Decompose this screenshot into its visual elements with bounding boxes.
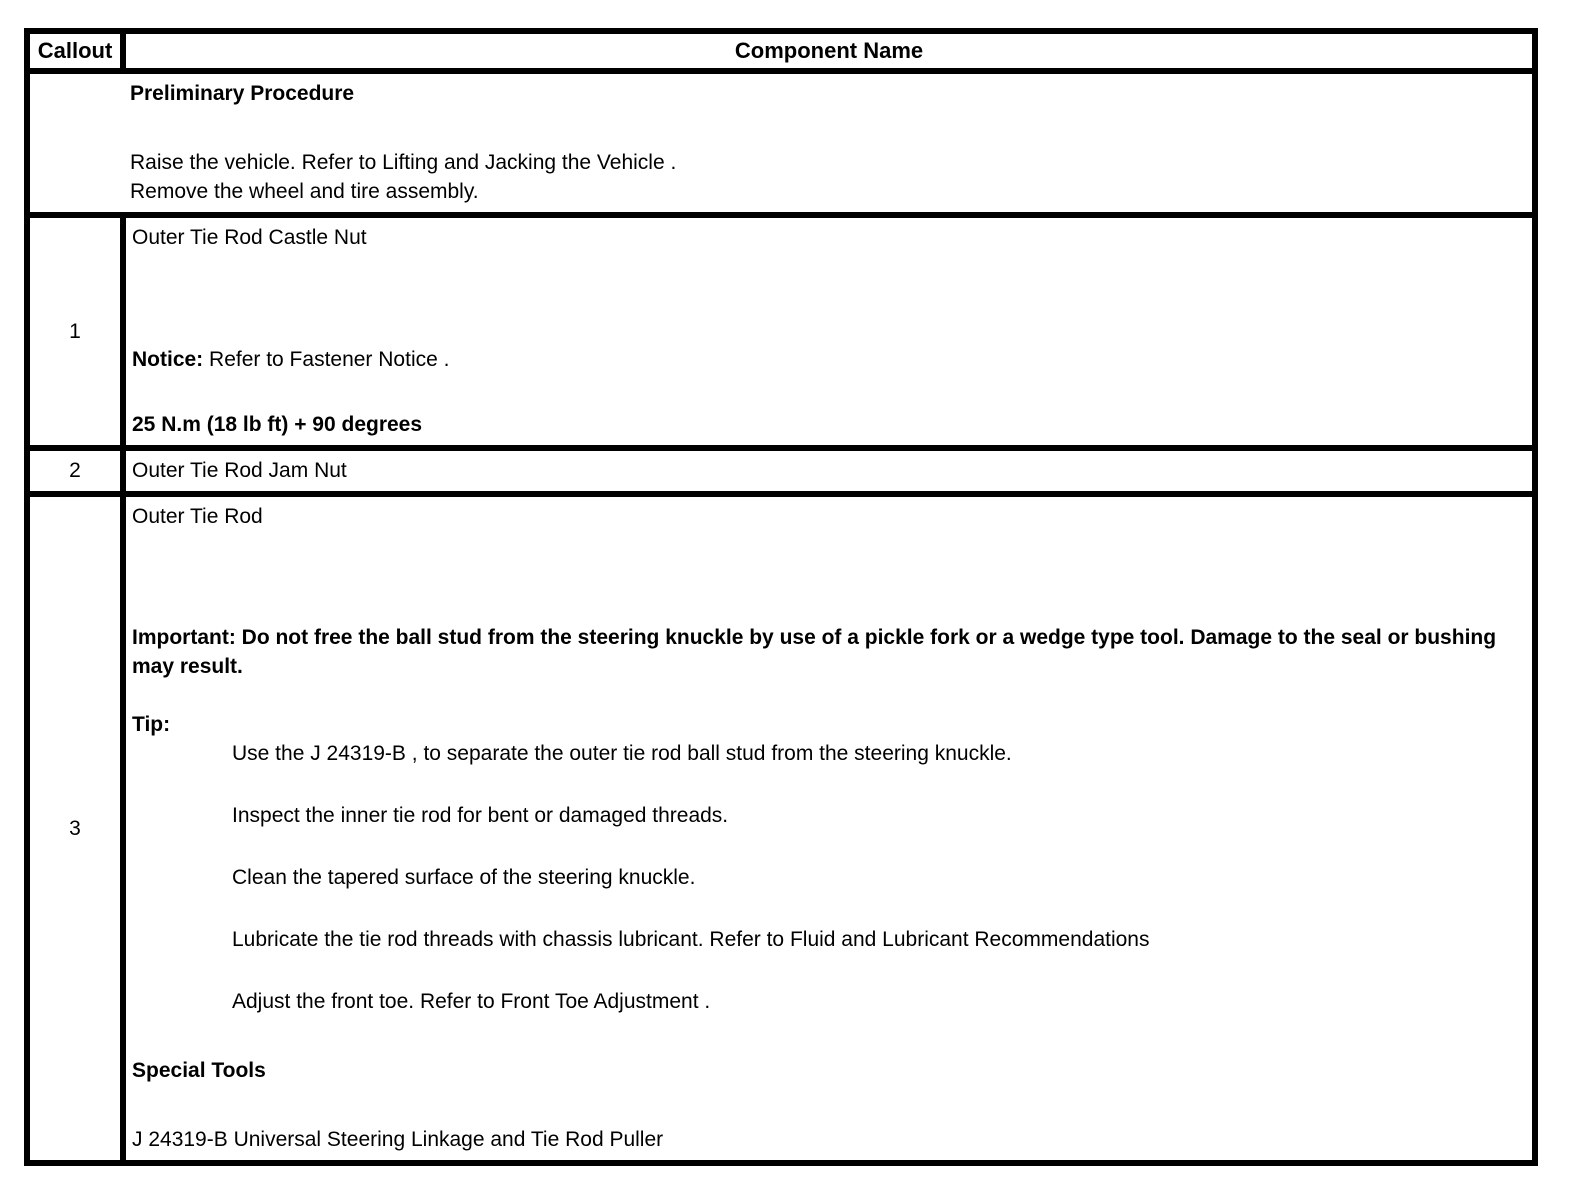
regular-text: Refer to Fastener Notice .: [203, 348, 450, 371]
bold-text: Important: Do not free the ball stud from the steering knuckle by use of a pickle fork or a wedge type tool. Damage to the seal or bushing may result.: [132, 626, 1502, 678]
callout-number: 1: [27, 215, 123, 448]
component-description-cell: [123, 448, 1535, 494]
regular-text: Inspect the inner tie rod for bent or damaged threads.: [232, 804, 729, 827]
table-row-callout-2: [27, 448, 1535, 494]
regular-text: Use the J 24319-B , to separate the outer tie rod ball stud from the steering knuckle.: [232, 742, 1012, 765]
regular-text: Clean the tapered surface of the steering knuckle.: [232, 866, 696, 889]
bold-text: Special Tools: [132, 1059, 266, 1082]
component-name-column-header: Component Name: [123, 31, 1535, 71]
bold-text: Notice:: [132, 348, 204, 371]
special-tool-item-line: [132, 1125, 1526, 1154]
callout-column-header: Callout: [27, 31, 123, 71]
regular-text: Outer Tie Rod Castle Nut: [132, 226, 367, 249]
tip-label-line: [132, 710, 1526, 739]
bold-text: 25 N.m (18 lb ft) + 90 degrees: [132, 413, 423, 436]
callout-number: 2: [27, 448, 123, 494]
text-line: [130, 79, 1526, 108]
tip-item-line: [132, 801, 1526, 830]
header-row: [27, 31, 1535, 71]
component-description-cell: [123, 494, 1535, 1163]
text-line: [132, 410, 1526, 439]
component-description-cell: [123, 215, 1535, 448]
text-line: [130, 177, 1526, 206]
regular-text: Adjust the front toe. Refer to Front Toe Adjustment .: [232, 990, 711, 1013]
text-line: [132, 456, 1526, 485]
table-row-callout-1: [27, 215, 1535, 448]
text-line: [130, 148, 1526, 177]
text-line: [132, 223, 1526, 252]
regular-text: Lubricate the tie rod threads with chassis lubricant. Refer to Fluid and Lubricant Recommendations: [232, 928, 1150, 951]
tip-item-line: [132, 987, 1526, 1016]
regular-text: J 24319-B Universal Steering Linkage and Tie Rod Puller: [132, 1128, 664, 1151]
table-row-preliminary: [27, 71, 1535, 215]
table-row-callout-3: [27, 494, 1535, 1163]
text-line: [132, 502, 1526, 531]
regular-text: Outer Tie Rod: [132, 505, 263, 528]
regular-text: Remove the wheel and tire assembly.: [130, 180, 479, 203]
component-callout-table: [24, 28, 1538, 1166]
bold-text: Preliminary Procedure: [130, 82, 355, 105]
bold-text: Tip:: [132, 713, 171, 736]
tip-item-line: [132, 925, 1526, 954]
tip-item-line: [132, 863, 1526, 892]
special-tools-heading-line: [132, 1056, 1526, 1085]
callout-number: 3: [27, 494, 123, 1163]
preliminary-procedure-cell: [27, 71, 1535, 215]
tip-item-line: [132, 739, 1526, 768]
regular-text: Outer Tie Rod Jam Nut: [132, 459, 347, 482]
text-line: [132, 345, 1526, 374]
important-notice-line: [132, 623, 1526, 681]
regular-text: Raise the vehicle. Refer to Lifting and Jacking the Vehicle .: [130, 151, 677, 174]
